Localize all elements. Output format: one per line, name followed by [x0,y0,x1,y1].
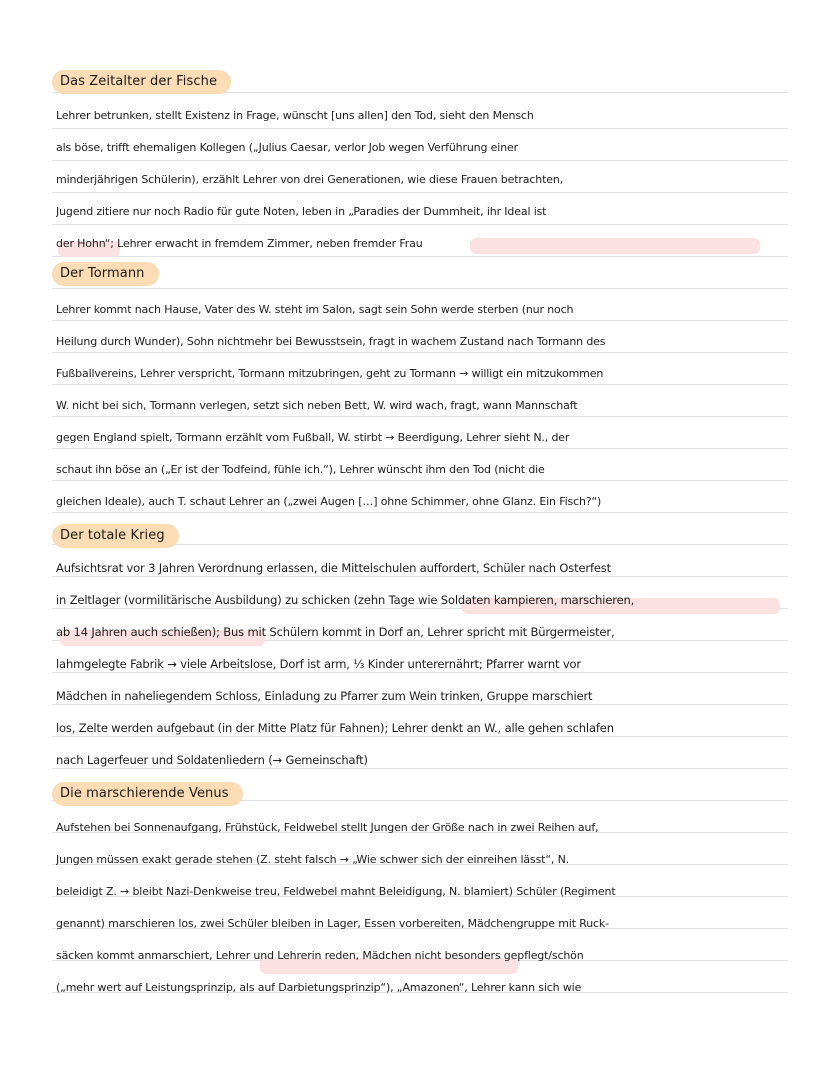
note-line: Jugend zitiere nur noch Radio für gute Noten, leben in „Paradies der Dummheit, ihr Ideal ist [56,205,547,218]
ruled-line [52,288,788,289]
ruled-line [52,384,788,385]
ruled-line [52,448,788,449]
ruled-line [52,160,788,161]
section-heading-der-tormann [52,262,159,286]
note-line: genannt) marschieren los, zwei Schüler bleiben in Lager, Essen vorbereiten, Mädchengruppe mit Ruck- [56,917,609,930]
ruled-line [52,256,788,257]
note-line: Aufstehen bei Sonnenaufgang, Frühstück, Feldwebel stellt Jungen der Größe nach in zwei Reihen auf, [56,821,599,834]
note-line: ab 14 Jahren auch schießen); Bus mit Schülern kommt in Dorf an, Lehrer spricht mit Bürgermeister, [56,625,615,639]
ruled-line [52,128,788,129]
note-line: Mädchen in naheliegendem Schloss, Einladung zu Pfarrer zum Wein trinken, Gruppe marschiert [56,689,593,703]
ruled-line [52,480,788,481]
note-line: W. nicht bei sich, Tormann verlegen, setzt sich neben Bett, W. wird wach, fragt, wann Mannschaft [56,399,578,412]
ruled-line [52,512,788,513]
section-heading-text: Die marschierende Venus [60,786,229,801]
ruled-line [52,320,788,321]
ruled-line [52,416,788,417]
ruled-line [52,352,788,353]
section-heading-text: Das Zeitalter der Fische [60,74,218,89]
note-line: Jungen müssen exakt gerade stehen (Z. steht falsch → „Wie schwer sich der einreihen lässt“, N. [56,853,570,866]
note-line: Fußballvereins, Lehrer verspricht, Tormann mitzubringen, geht zu Tormann → willigt ein mitzukommen [56,367,604,380]
section-heading-die-marschierende-venus [52,782,243,806]
note-line: Lehrer kommt nach Hause, Vater des W. steht im Salon, sagt sein Sohn werde sterben (nur noch [56,303,574,316]
note-line: Aufsichtsrat vor 3 Jahren Verordnung erlassen, die Mittelschulen auffordert, Schüler nach Osterfest [56,561,612,575]
note-line: der Hohn“; Lehrer erwacht in fremdem Zimmer, neben fremder Frau [56,237,423,250]
note-line: als böse, trifft ehemaligen Kollegen („Julius Caesar, verlor Job wegen Verführung einer [56,141,519,154]
section-heading-der-totale-krieg [52,524,179,548]
note-line: Heilung durch Wunder), Sohn nichtmehr bei Bewusstsein, fragt in wachem Zustand nach Tormann des [56,335,606,348]
section-heading-das-zeitalter-der-fische [52,70,231,94]
ruled-line [52,224,788,225]
note-line: schaut ihn böse an („Er ist der Todfeind, fühle ich.“), Lehrer wünscht ihm den Tod (nicht die [56,463,545,476]
note-line: los, Zelte werden aufgebaut (in der Mitte Platz für Fahnen); Lehrer denkt an W., alle gehen schlafen [56,721,614,735]
ruled-line [52,192,788,193]
note-line: („mehr wert auf Leistungsprinzip, als auf Darbietungsprinzip“), „Amazonen“, Lehrer kann sich wie [56,981,582,994]
note-line: beleidigt Z. → bleibt Nazi-Denkweise treu, Feldwebel mahnt Beleidigung, N. blamiert) Schüler (Regiment [56,885,616,898]
note-line: gleichen Ideale), auch T. schaut Lehrer an („zwei Augen […] ohne Schimmer, ohne Glanz. Ein Fisch?“) [56,495,602,508]
note-line: nach Lagerfeuer und Soldatenliedern (→ Gemeinschaft) [56,753,368,767]
note-line: gegen England spielt, Tormann erzählt vom Fußball, W. stirbt → Beerdigung, Lehrer sieht N., der [56,431,570,444]
section-heading-text: Der totale Krieg [60,528,165,543]
section-heading-text: Der Tormann [60,266,145,281]
note-line: säcken kommt anmarschiert, Lehrer und Lehrerin reden, Mädchen nicht besonders gepflegt/schön [56,949,584,962]
note-line: in Zeltlager (vormilitärische Ausbildung) zu schicken (zehn Tage wie Soldaten kampieren, marschieren, [56,593,635,607]
note-line: Lehrer betrunken, stellt Existenz in Frage, wünscht [uns allen] den Tod, sieht den Mensch [56,109,534,122]
note-line: minderjährigen Schülerin), erzählt Lehrer von drei Generationen, wie diese Frauen betrachten, [56,173,564,186]
note-line: lahmgelegte Fabrik → viele Arbeitslose, Dorf ist arm, ⅓ Kinder unterernährt; Pfarrer warnt vor [56,657,581,671]
